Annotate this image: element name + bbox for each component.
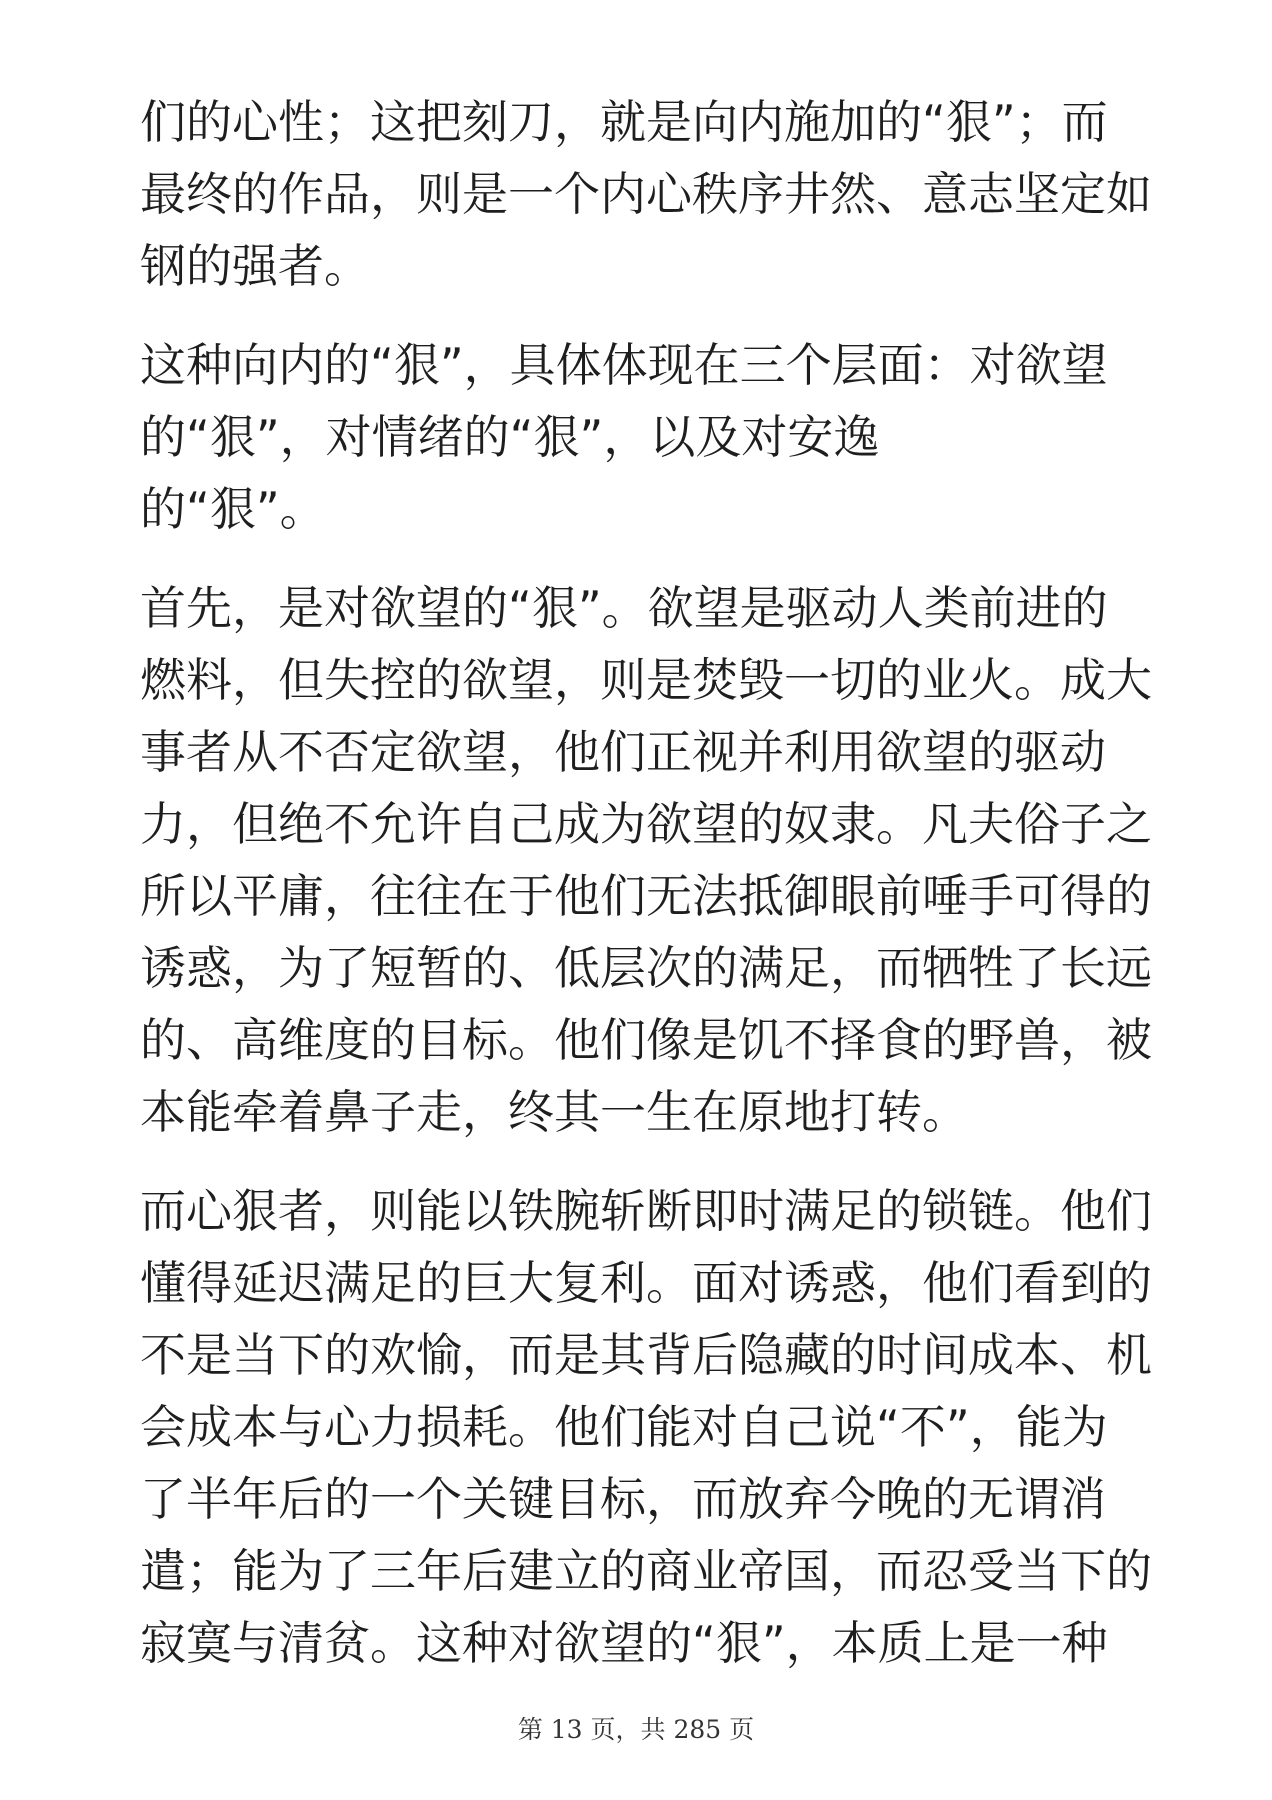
text-line: 诱惑，为了短暂的、低层次的满足，而牺牲了长远 — [140, 941, 1152, 995]
text-line: 本能牵着鼻子走，终其一生在原地打转。 — [140, 1085, 968, 1139]
text-line: 最终的作品，则是一个内心秩序井然、意志坚定如 — [140, 167, 1152, 221]
text-line: 遣；能为了三年后建立的商业帝国，而忍受当下的 — [140, 1544, 1152, 1598]
paragraph-1 — [140, 86, 1152, 302]
text-line: 寂寞与清贫。这种对欲望的“狠”，本质上是一种 — [140, 1616, 1108, 1670]
text-line: 了半年后的一个关键目标，而放弃今晚的无谓消 — [140, 1472, 1106, 1526]
text-line: 不是当下的欢愉，而是其背后隐藏的时间成本、机 — [140, 1328, 1152, 1382]
text-line: 燃料，但失控的欲望，则是焚毁一切的业火。成大 — [140, 653, 1152, 707]
text-line: 会成本与心力损耗。他们能对自己说“不”，能为 — [140, 1400, 1108, 1454]
page-number-footer: 第 13 页，共 285 页 — [517, 1715, 755, 1744]
text-line: 所以平庸，往往在于他们无法抵御眼前唾手可得的 — [140, 869, 1152, 923]
text-line: 这种向内的“狠”，具体体现在三个层面：对欲望 — [140, 338, 1108, 392]
text-line: 懂得延迟满足的巨大复利。面对诱惑，他们看到的 — [140, 1256, 1152, 1310]
text-line: 力，但绝不允许自己成为欲望的奴隶。凡夫俗子之 — [140, 797, 1152, 851]
text-line: 钢的强者。 — [140, 239, 370, 293]
text-line: 事者从不否定欲望，他们正视并利用欲望的驱动 — [140, 725, 1106, 779]
paragraph-4 — [140, 1175, 1152, 1679]
text-line: 的“狠”，对情绪的“狠”，以及对安逸 — [140, 410, 880, 464]
text-line: 们的心性；这把刻刀，就是向内施加的“狠”；而 — [140, 95, 1108, 149]
paragraph-2 — [140, 329, 1140, 545]
body-text — [140, 86, 1152, 1706]
text-line: 首先，是对欲望的“狠”。欲望是驱动人类前进的 — [140, 581, 1108, 635]
paragraph-3 — [140, 572, 1152, 1148]
text-line: 而心狠者，则能以铁腕斩断即时满足的锁链。他们 — [140, 1184, 1152, 1238]
text-line: 的、高维度的目标。他们像是饥不择食的野兽，被 — [140, 1013, 1152, 1067]
text-line: 的“狠”。 — [140, 482, 326, 536]
